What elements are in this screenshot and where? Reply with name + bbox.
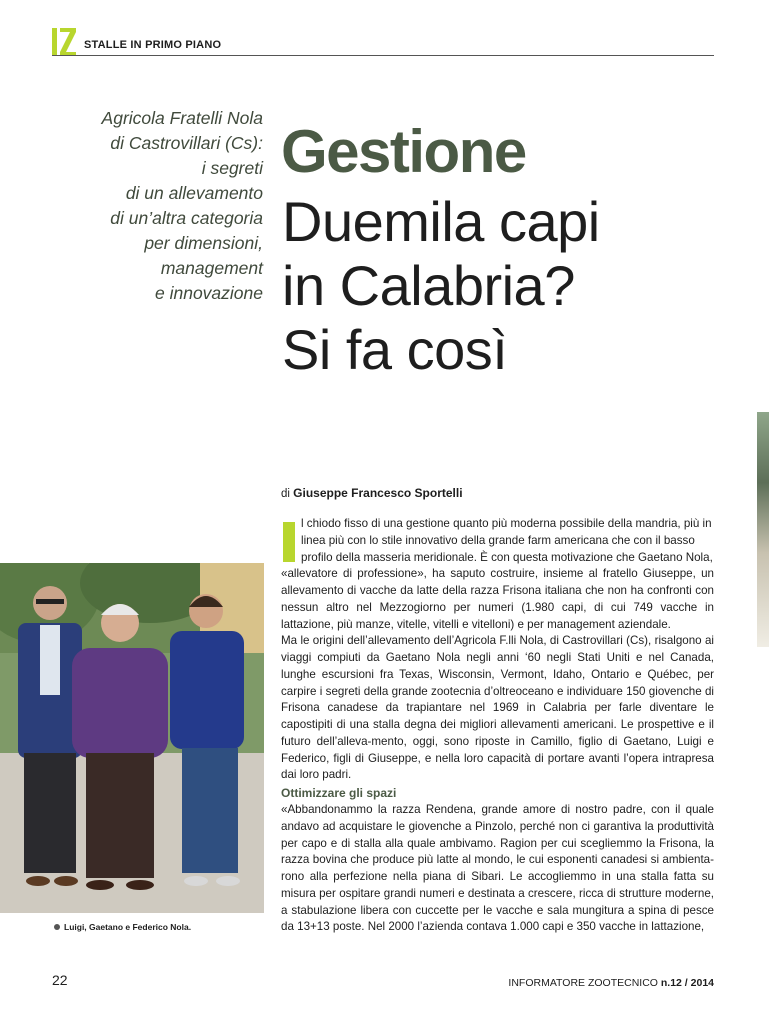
issue-number: n.12 / 2014	[660, 977, 714, 989]
text-line: l chiodo fisso di una gestione quanto più moderna possibile della mandria, più in	[301, 517, 712, 530]
article-subtitle	[282, 190, 722, 382]
byline-prefix: di	[281, 488, 290, 500]
kicker-line: e innovazione	[155, 283, 263, 303]
paragraph: Ma le origini dell’allevamento dell’Agricola F.lli Nola, di Castrovillari (Cs), risalgono ai viaggi compiuti da Gaetano Nola negli anni ‘60 negli Stati Uniti e nel Canada, lunghe escursioni fra Texas, Wisconsin, Vermont, Idaho, Ontario e Québec, per carpire i segreti della grande zootecnia d’oltreoceano e individuare 150 giovenche di Frisona canadese da trapiantare nel 1969 in Calabria per farle diventare le capostipiti di una stalla degna dei migliori allevamenti americani. Le prospettive e il futuro dell’alleva-mento, oggi, sono riposte in Camillo, figlio di Gaetano, Luigi e Federico, figli di Giuseppe, e nella loro capacità di portare avanti l’opera intrapresa dai loro padri.	[281, 634, 714, 782]
header-divider	[52, 55, 714, 56]
article-body	[281, 516, 714, 936]
people-photo	[0, 563, 264, 913]
bullet-icon	[54, 924, 60, 930]
article-kicker	[60, 106, 263, 306]
caption-text: Luigi, Gaetano e Federico Nola.	[64, 922, 192, 932]
paragraph: «Abbandonammo la razza Rendena, grande amore di nostro padre, con il quale andavo ad acquistare le giovenche a Pinzolo, perché non ci garantiva la produttività per capo e di stalla alla quale ambivamo. Ragion per cui scegliemmo la Frisona, la razza bovina che produce più latte al mondo, le cui esponenti canadesi si ambienta-rono alla perfezione nella piana di Sibari. Le accogliemmo in una stalla fatta su misura per ospitare grandi numeri e destinata a crescere, ricca di strutture moderne, a stabulazione libera con cuccette per le vacche e sala mungitura a spina di pesce da 13+13 poste. Nel 2000 l’azienda contava 1.000 capi e 350 vacche in lattazione,	[281, 803, 714, 934]
photo-caption	[54, 922, 191, 932]
kicker-line: Agricola Fratelli Nola	[101, 108, 263, 128]
text-continuation: «allevatore di professione», ha saputo costruire, insieme al fratello Giuseppe, un allevamento di vacche da latte della razza Frisona italiana che non ha confronti con nessun altro nel Mezzogiorno per numeri (1.980 capi, di cui 749 vacche in lattazione, più manze, vitelle, vitelli e vitelloni) e per management aziendale.	[281, 567, 714, 631]
magazine-name: INFORMATORE ZOOTECNICO	[508, 977, 658, 989]
byline	[281, 486, 463, 500]
subtitle-line: Duemila capi	[282, 190, 600, 253]
text-line: profilo della masseria meridionale. È con questa motivazione che Gaetano Nola,	[301, 550, 713, 564]
article-title: Gestione	[281, 118, 526, 185]
kicker-line: di Castrovillari (Cs):	[110, 133, 263, 153]
text-line: linea più con lo stile innovativo della grande farm americana che con il basso	[301, 533, 695, 547]
iz-logo	[52, 28, 76, 56]
author-name: Giuseppe Francesco Sportelli	[293, 486, 463, 500]
kicker-line: di un allevamento	[125, 183, 263, 203]
section-subhead: Ottimizzare gli spazi	[281, 786, 397, 800]
kicker-line: management	[160, 258, 263, 278]
magazine-footer	[508, 977, 714, 989]
page-number: 22	[52, 972, 68, 988]
kicker-line: i segreti	[201, 158, 263, 178]
paragraph	[281, 516, 714, 633]
adjacent-page-photo-edge	[757, 412, 769, 647]
kicker-line: per dimensioni,	[144, 233, 263, 253]
subtitle-line: Si fa così	[282, 318, 508, 381]
section-label: STALLE IN PRIMO PIANO	[84, 39, 222, 51]
subtitle-line: in Calabria?	[282, 254, 575, 317]
kicker-line: di un’altra categoria	[110, 208, 263, 228]
